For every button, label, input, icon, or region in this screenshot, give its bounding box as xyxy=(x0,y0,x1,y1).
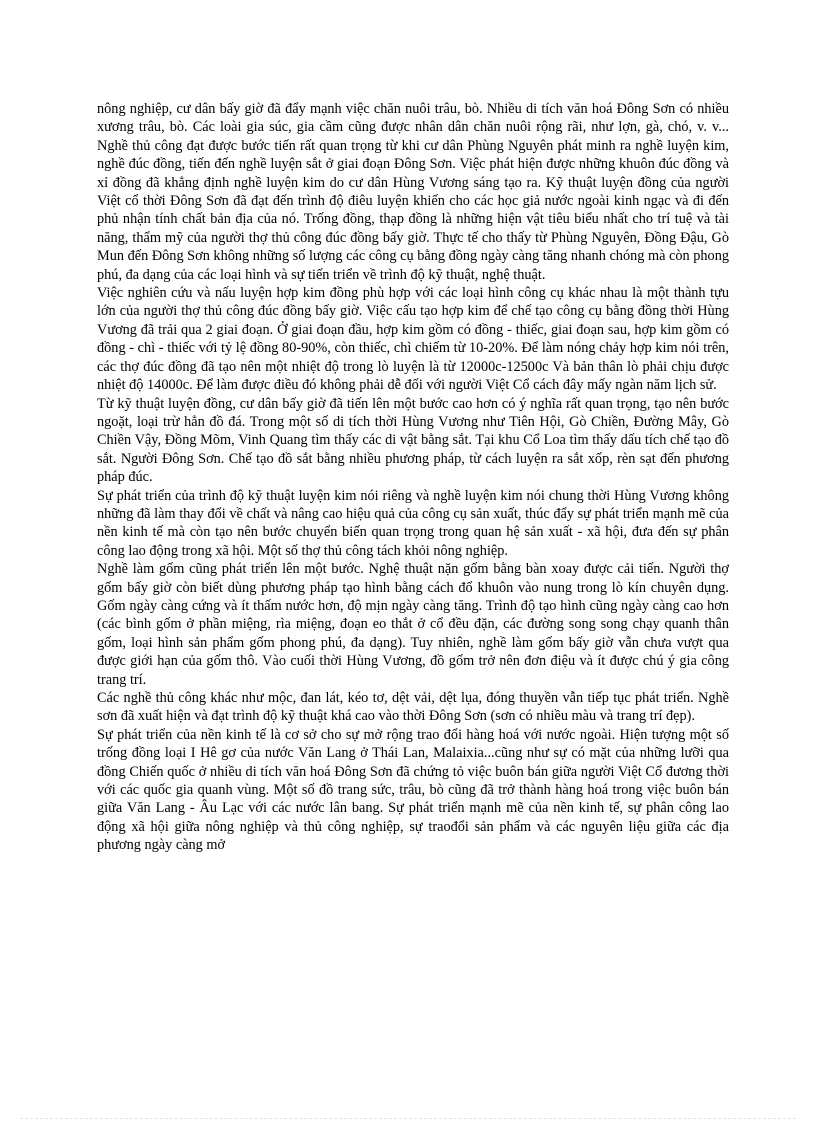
paragraph-foreign-trade: Sự phát triển của nền kinh tế là cơ sở cho sự mở rộng trao đổi hàng hoá với nước ngoài. Hiện tượng một số trống đồng loại I Hê gơ của nước Văn Lang ở Thái Lan, Malaixia...cũng như sự có mặt của những lưỡi qua đồng Chiến quốc ở nhiều di tích văn hoá Đông Sơn đã chứng tỏ việc buôn bán giữa người Việt Cổ đương thời với các quốc gia quanh vùng. Một số đồ trang sức, trâu, bò cũng đã trở thành hàng hoá trong việc buôn bán giữa Văn Lang - Âu Lạc với các nước lân bang. Sự phát triển mạnh mẽ của nền kinh tế, sự phân công lao động xã hội giữa nông nghiệp và thủ công nghiệp, sự traođổi sản phẩm và các nguyên liệu giữa các địa phương ngày càng mở xyxy=(97,726,729,854)
paragraph-bronze-alloy: Việc nghiên cứu và nấu luyện hợp kim đồng phù hợp với các loại hình công cụ khác nhau là một thành tựu lớn của người thợ thủ công đúc đồng bấy giờ. Việc cấu tạo hợp kim để chế tạo công cụ bằng đồng thời Hùng Vương đã trải qua 2 giai đoạn. Ở giai đoạn đầu, hợp kim gồm có đồng - thiếc, giai đoạn sau, hợp kim gồm có đồng - chì - thiếc với tỷ lệ đồng 80-90%, còn thiếc, chì chiếm từ 10-20%. Để làm nóng chảy hợp kim nói trên, các thợ đúc đồng đã tạo nên một nhiệt độ trong lò luyện là từ 12000c-12500c Và bản thân lò phải chịu được nhiệt độ 14000c. Để làm được điều đó không phải dễ đối với người Việt Cổ cách đây mấy ngàn năm lịch sử. xyxy=(97,285,729,394)
paragraph-social-division: Sự phát triển của trình độ kỹ thuật luyện kim nói riêng và nghề luyện kim nói chung thời Hùng Vương không những đã làm thay đổi về chất và nâng cao hiệu quả của công cụ sản xuất, thúc đẩy sự phát triển mạnh mẽ của nền kinh tế mà còn tạo nên bước chuyển biến quan trọng trong quan hệ sản xuất - xã hội, đưa đến sự phân công lao động trong xã hội. Một số thợ thủ công tách khỏi nông nghiệp. xyxy=(97,487,729,559)
paragraph-agriculture-metallurgy: nông nghiệp, cư dân bấy giờ đã đẩy mạnh việc chăn nuôi trâu, bò. Nhiều di tích văn hoá Đông Sơn có nhiều xương trâu, bò. Các loài gia súc, gia cầm cũng được nhân dân chăn nuôi rộng rãi, như lợn, gà, chó, v. v... Nghề thủ công đạt được bước tiến rất quan trọng từ khi cư dân Phùng Nguyên phát minh ra nghề luyện kim, nghề đúc đồng, tiến đến nghề luyện sắt ở giai đoạn Đông Sơn. Việc phát hiện được những khuôn đúc đồng và xỉ đồng đã khẳng định nghề luyện kim do cư dân Hùng Vương sáng tạo ra. Kỹ thuật luyện đồng của người Việt cổ thời Đông Sơn đã đạt đến trình độ điêu luyện khiến cho các học giả nước ngoài kinh ngạc và đi đến phủ nhận tính chất bản địa của nó. Trống đồng, thạp đồng là những hiện vật tiêu biểu nhất cho trí tuệ và tài năng, thẩm mỹ của người thợ thủ công đúc đồng bấy giờ. Thực tế cho thấy từ Phùng Nguyên, Đồng Đậu, Gò Mun đến Đông Sơn không những số lượng các công cụ bằng đồng ngày càng tăng nhanh chóng mà còn phong phú, đa dạng của các loại hình và sự tiến triển về trình độ kỹ thuật, nghệ thuật. xyxy=(97,101,729,283)
paragraph-iron-smelting: Từ kỹ thuật luyện đồng, cư dân bấy giờ đã tiến lên một bước cao hơn có ý nghĩa rất quan trọng, tạo nên bước ngoặt, loại trừ hẳn đồ đá. Trong một số di tích thời Hùng Vương như Tiên Hội, Gò Chiền, Đường Mây, Gò Chiền Vậy, Đồng Mõm, Vinh Quang tìm thấy các di vật bằng sắt. Tại khu Cổ Loa tìm thấy dấu tích chế tạo đồ sắt. Người Đông Sơn. Chế tạo đồ sắt bằng nhiều phương pháp, từ cách luyện ra sắt xốp, rèn sạt đến phương pháp đúc. xyxy=(97,395,729,486)
paragraph-pottery: Nghề làm gốm cũng phát triển lên một bước. Nghệ thuật nặn gốm bằng bàn xoay được cải tiến. Người thợ gốm bấy giờ còn biết dùng phương pháp tạo hình bằng cách đổ khuôn vào nung trong lò kín chuyên dụng. Gốm ngày càng cứng và ít thấm nước hơn, độ mịn ngày càng tăng. Trình độ tạo hình cũng ngày càng cao hơn (các bình gốm ở phần miệng, rìa miệng, đoạn eo thắt ở cổ đều đặn, các đường song song chạy quanh thân gốm, loại hình sản phẩm gốm phong phú, đa dạng). Tuy nhiên, nghề làm gốm bấy giờ vẫn chưa vượt qua được giới hạn của gốm thô. Vào cuối thời Hùng Vương, đồ gốm trở nên đơn điệu và ít được chú ý gia công trang trí. xyxy=(97,561,729,688)
paragraph-other-crafts: Các nghề thủ công khác như mộc, đan lát, kéo tơ, dệt vải, dệt lụa, đóng thuyền vẫn tiếp tục phát triển. Nghề sơn đã xuất hiện và đạt trình độ kỹ thuật khá cao vào thời Đông Sơn (sơn có nhiều màu và trang trí đẹp). xyxy=(97,690,729,725)
page-bottom-rule xyxy=(20,1118,796,1119)
body-text xyxy=(97,100,729,855)
